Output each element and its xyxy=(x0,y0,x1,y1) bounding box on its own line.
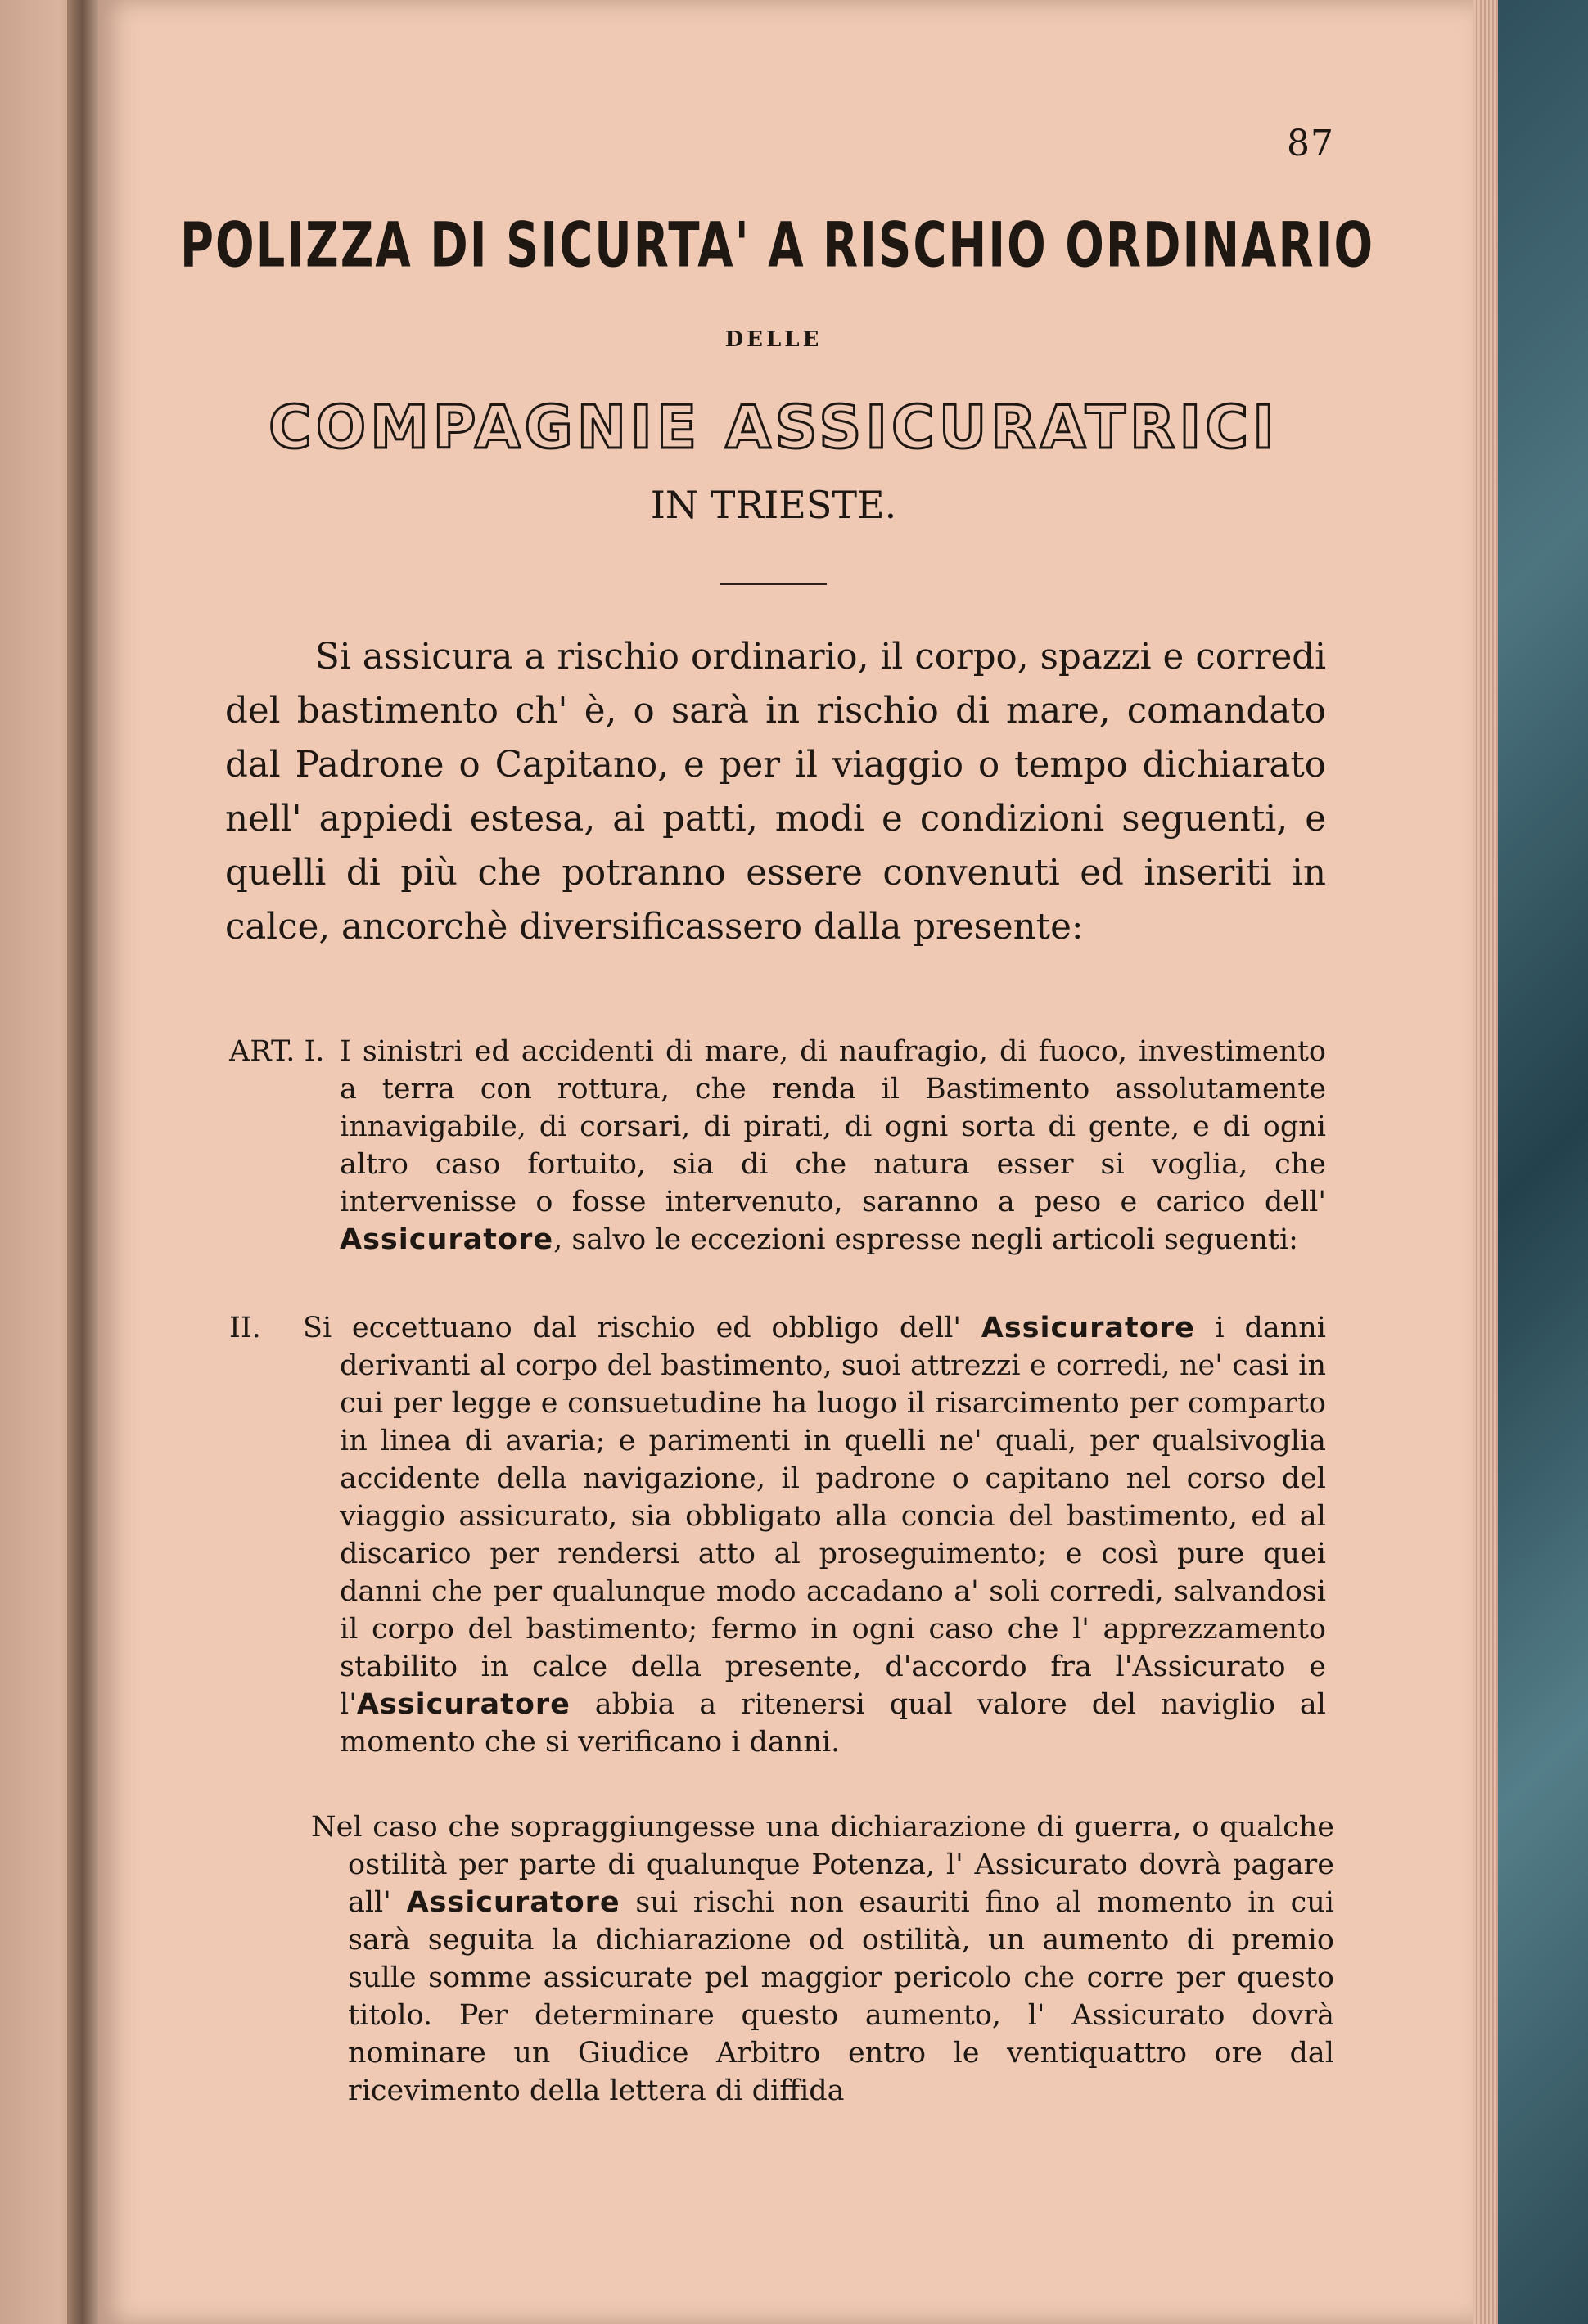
bold-term: Assicuratore xyxy=(406,1886,620,1919)
bold-term: Assicuratore xyxy=(340,1223,554,1256)
marbled-cover xyxy=(1498,0,1588,2324)
companies-heading: COMPAGNIE ASSICURATRICI xyxy=(268,393,1279,462)
bold-term: Assicuratore xyxy=(356,1688,571,1721)
article-text: Nel caso che sopraggiungesse una dichiarazione di guerra, o qualche ostilità per parte di qualunque Potenza, l' Assicurato dovrà pagare all' Assicuratore sui rischi non esauriti fino al momento in cui sarà seguita la dichiarazione od ostilità, un aumento di premio sulle somme assicurate pel maggior pericolo che corre per questo titolo. Per determinare questo aumento, l' Assicurato dovrà nominare un Giudice Arbitro entro le ventiquattro ore dal ricevimento della lettera di diffida xyxy=(311,1811,1334,2107)
article-number: II. xyxy=(229,1312,261,1344)
page-number: 87 xyxy=(1287,123,1334,164)
document-title: POLIZZA DI SICURTA' A RISCHIO ORDINARIO xyxy=(180,209,1375,282)
intro-paragraph: Si assicura a rischio ordinario, il corpo, spazzi e corredi del bastimento ch' è, o sarà in rischio di mare, comandato dal Padrone o Capitano, e per il viaggio o tempo dichiarato nell' appiedi estesa, ai patti, modi e condizioni seguenti, e quelli di più che potranno essere convenuti ed inseriti in calce, ancorchè diversificassero dalla presente: xyxy=(225,637,1326,948)
city-heading: IN TRIESTE. xyxy=(650,483,897,527)
bold-term: Assicuratore xyxy=(981,1312,1195,1344)
article-text: I sinistri ed accidenti di mare, di naufragio, di fuoco, investimento a terra con rottura, che renda il Bastimento assolutamente innavigabile, di corsari, di pirati, di ogni sorta di gente, e di ogni altro caso fortuito, sia di che natura esser si voglia, che intervenisse o fosse intervenuto, saranno a peso e carico dell' Assicuratore, salvo le eccezioni espresse negli articoli seguenti: xyxy=(340,1035,1326,1256)
divider-rule xyxy=(720,583,827,585)
title-connector: DELLE xyxy=(724,327,823,352)
page-edges xyxy=(1473,0,1498,2324)
book-gutter xyxy=(67,0,98,2324)
article-number: ART. I. xyxy=(229,1035,325,1068)
article-text: Si eccettuano dal rischio ed obbligo dell' Assicuratore i danni derivanti al corpo del bastimento, suoi attrezzi e corredi, ne' casi in cui per legge e consuetudine ha luogo il risarcimento per comparto in linea di avaria; e parimenti in quelli ne' quali, per qualsivoglia accidente della navigazione, il padrone o capitano nel corso del viaggio assicurato, sia obbligato alla concia del bastimento, ed al discarico per rendersi atto al proseguimento; e così pure quei danni che per qualunque modo accadano a' soli corredi, salvandosi il corpo del bastimento; fermo in ogni caso che l' apprezzamento stabilito in calce della presente, d'accordo fra l'Assicurato e l'Assicuratore abbia a ritenersi qual valore del naviglio al momento che si verificano i danni. xyxy=(303,1312,1326,1759)
